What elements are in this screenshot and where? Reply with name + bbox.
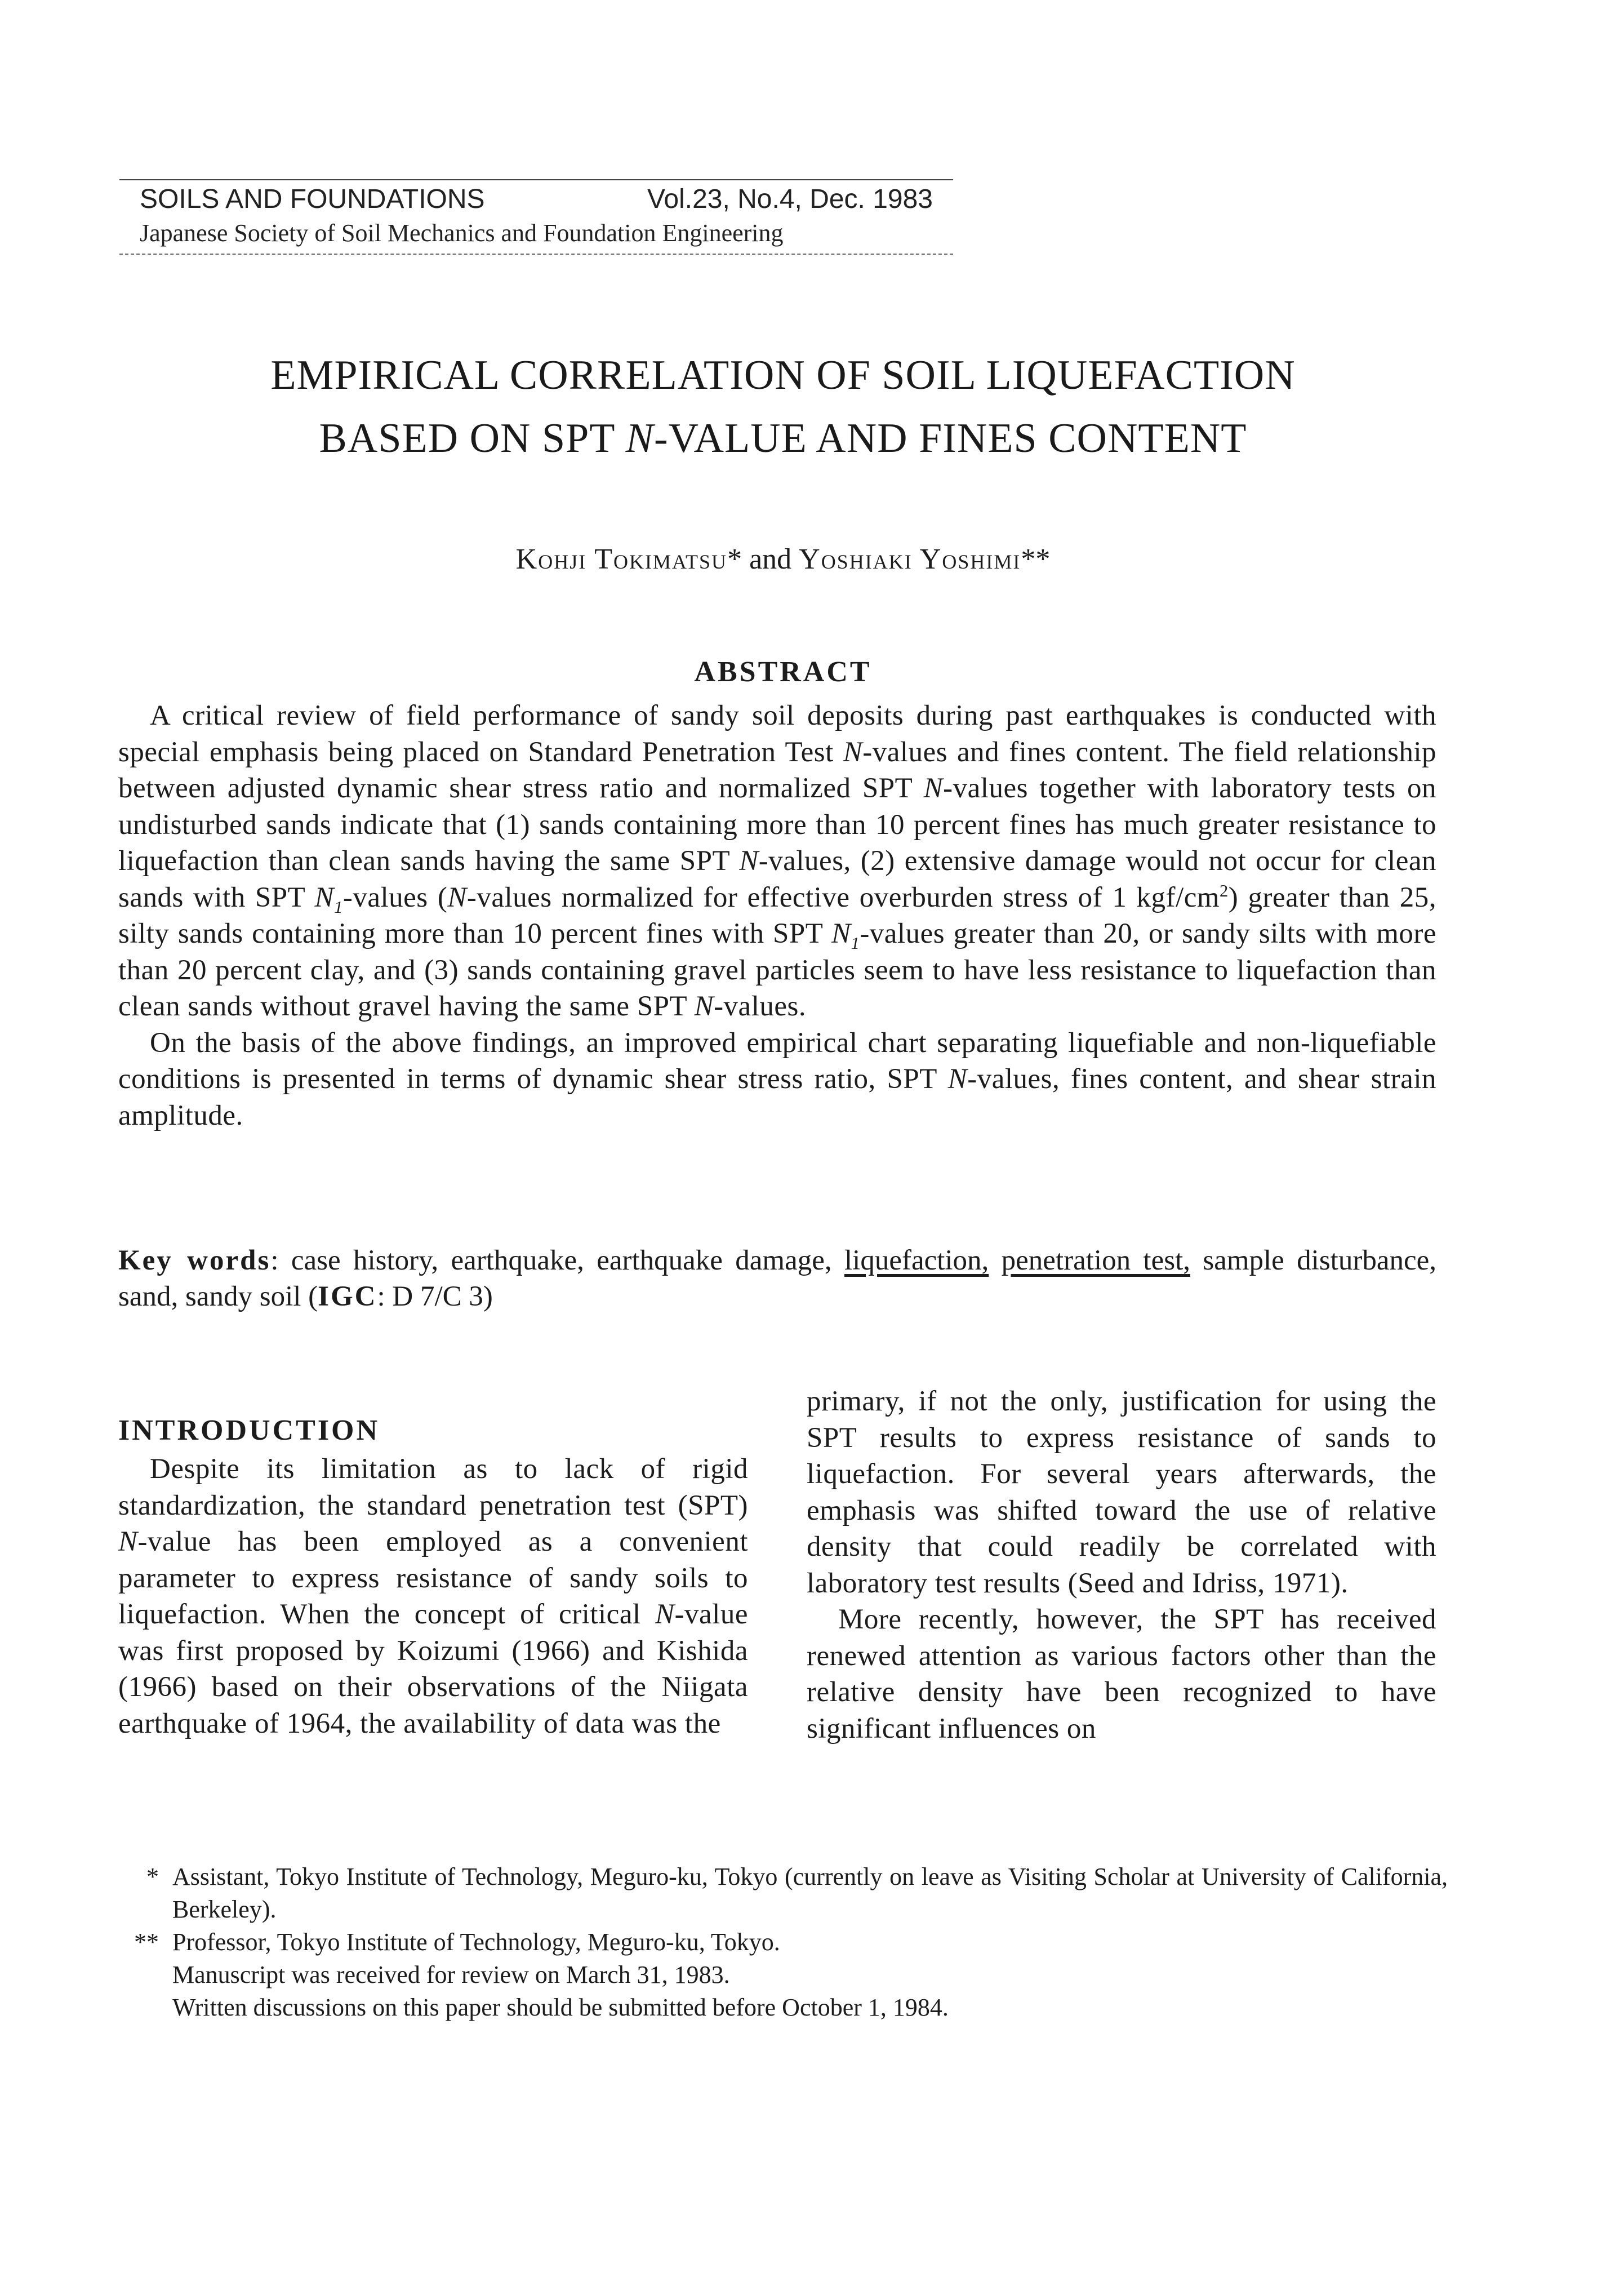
abstract-heading: ABSTRACT [694,656,872,688]
abstract-text: A critical review of field performance of sandy soil deposits during past earthquakes is conducted with special emphasis being placed on Standard Penetration Test [118,700,1436,768]
title-italic-n: N [625,415,655,461]
footnote-received-text: Manuscript was received for review on March 31, 1983. [172,1961,730,1988]
journal-info-line [119,180,953,216]
italic-n: N [947,1063,968,1095]
footnote-1-text: Assistant, Tokyo Institute of Technology, Meguro-ku, Tokyo (currently on leave as Visiting Scholar at University of California, Berkeley). [172,1863,1448,1923]
introduction-heading: INTRODUCTION [118,1414,380,1446]
italic-n: N [655,1599,675,1630]
abstract-text: -values greater than 20, or sandy silts with more than 20 percent clay, and (3) sands containing gravel particles seem to have less resistance to liquefaction than clean sands without gravel having the same SPT [118,918,1436,1022]
keywords [118,1242,1436,1315]
intro-paragraph-2: More recently, however, the SPT has received renewed attention as various factors other than the relative density have been recognized to have significant influences on [807,1604,1436,1745]
title-line-2 [113,407,1453,470]
abstract-text: -values normalized for effective overburden stress of 1 kgf/cm [466,881,1220,913]
author-1: Kohji Tokimatsu [515,543,728,575]
keywords-list-a: case history, earthquake, earthquake damage, [291,1245,844,1276]
right-column [807,1383,1436,1747]
journal-volume: Vol.23, No.4, Dec. 1983 [647,184,933,214]
footnote-2-mark: ** [134,1928,159,1956]
abstract-text: -values. [714,991,807,1022]
squared-superscript: 2 [1220,881,1229,900]
intro-text: Despite its limitation as to lack of rigid standardization, the standard penetration test (SPT) [118,1453,748,1521]
italic-n: N [694,991,714,1022]
author-2-mark: ** [1021,543,1051,575]
keywords-colon: : [270,1245,291,1276]
footnote-2-text: Professor, Tokyo Institute of Technology, Meguro-ku, Tokyo. [172,1928,780,1956]
keyword-liquefaction: liquefaction, [844,1245,989,1276]
left-column [118,1413,748,1742]
author-2: Yoshiaki Yoshimi [799,543,1021,575]
authors [113,540,1453,579]
abstract-text: On the basis of the above findings, an improved empirical chart separating liquefiable and non-liquefiable conditions is presented in terms of dynamic shear stress ratio, SPT [118,1027,1436,1095]
abstract-text: -values together with laboratory tests on undisturbed sands indicate that (1) sands containing more than 10 percent fines has much greater resistance to liquefaction than clean sands having the same SPT [118,773,1436,877]
footnote-discussions [118,1991,1448,2024]
header-bottom-rule [119,254,953,255]
authors-and: and [742,543,799,575]
italic-n: N [118,1526,138,1557]
footnote-2 [118,1926,1448,1959]
keywords-label: Key words [118,1245,271,1276]
journal-name: SOILS AND FOUNDATIONS [140,184,485,214]
footnote-1 [118,1861,1448,1926]
abstract-text: -values ( [342,881,448,913]
italic-n: N [739,845,759,877]
keywords-separator [989,1245,1001,1276]
intro-text: primary, if not the only, justification for using the SPT results to express resistance of sands to liquefaction. For several years afterwards, the emphasis was shifted toward the use of relative density that could readily be correlated with laboratory test results (Seed and Idriss, 1971). [807,1386,1436,1599]
abstract-text: ) greater than 25, silty sands containing more than 10 percent fines with SPT [118,881,1436,949]
n1-base: N [831,918,851,949]
title-line-1: EMPIRICAL CORRELATION OF SOIL LIQUEFACTION [270,352,1296,398]
footnote-received [118,1959,1448,1991]
n1-subscript: 1 [851,934,860,953]
abstract-text: -values, fines content, and shear strain amplitude. [118,1063,1436,1131]
keyword-penetration-test: penetration test, [1001,1245,1190,1276]
author-1-mark: * [727,543,742,575]
abstract-text: -values and fines content. The field relationship between adjusted dynamic shear stress ratio and normalized SPT [118,736,1436,804]
italic-n1 [831,918,860,953]
paper-title [113,344,1453,470]
igc-code: : D 7/C 3) [377,1281,493,1312]
footnote-discussions-text: Written discussions on this paper should be submitted before October 1, 1984. [172,1994,949,2021]
abstract-body [118,698,1436,1134]
intro-text: -value was first proposed by Koizumi (1966) and Kishida (1966) based on their observations of the Niigata earthquake of 1964, the availability of data was the [118,1599,748,1739]
italic-n1 [314,881,343,917]
intro-paragraph-1-right [807,1383,1436,1601]
abstract-text: -values, (2) extensive damage would not occur for clean sands with SPT [118,845,1436,913]
intro-text: -value has been employed as a convenient parameter to express resistance of sandy soils to liquefaction. When the concept of critical [118,1526,748,1630]
n1-subscript: 1 [334,897,343,917]
keywords-list-b: sample disturbance, sand, sandy soil ( [118,1245,1436,1312]
title-line-2-part-b: -VALUE AND FINES CONTENT [654,415,1247,461]
footnotes [118,1861,1448,2024]
n1-base: N [314,881,335,913]
footnote-1-mark: * [146,1863,159,1890]
title-line-2-part-a: BASED ON SPT [319,415,626,461]
abstract-paragraph-2 [118,1025,1436,1134]
journal-society: Japanese Society of Soil Mechanics and Foundation Engineering [140,219,784,247]
intro-paragraph-1-left [118,1451,748,1742]
italic-n: N [447,881,467,913]
journal-header [119,179,953,255]
abstract-paragraph-1 [118,698,1436,1025]
igc-label: IGC [318,1281,377,1312]
italic-n: N [843,736,863,768]
italic-n: N [923,773,944,804]
